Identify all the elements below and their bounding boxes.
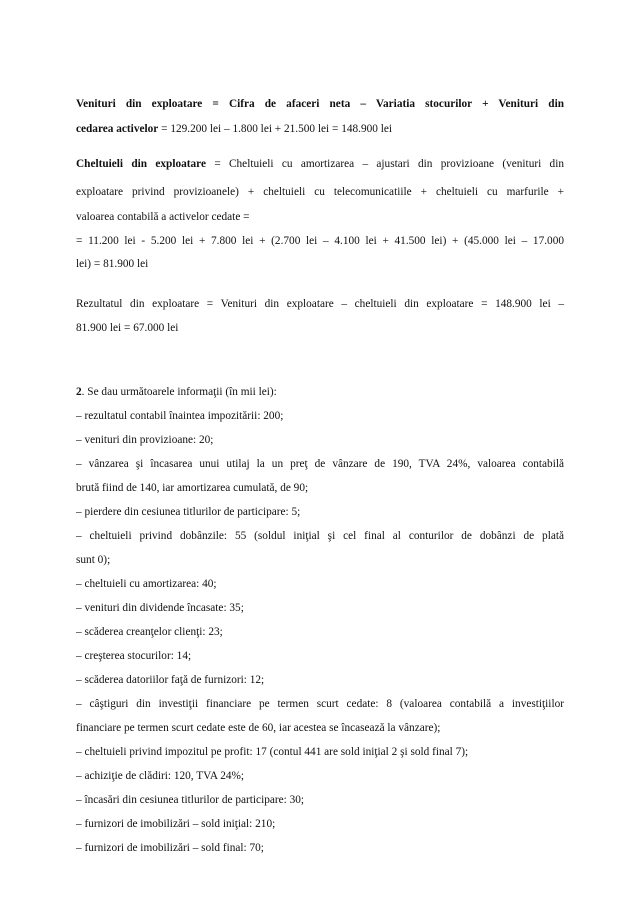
list-item: – venituri din provizioane: 20;	[76, 434, 214, 446]
expense-formula-label: Cheltuieli din exploatare	[76, 158, 207, 170]
exercise-number: 2	[76, 386, 82, 398]
revenue-formula-line2	[76, 117, 564, 141]
list-item: sunt 0);	[76, 554, 111, 566]
list-item: – cheltuieli cu amortizarea: 40;	[76, 578, 217, 590]
list-item: – cheltuieli privind impozitul pe profit: 17 (contul 441 are sold iniţial 2 şi sold final 7);	[76, 746, 469, 758]
exercise-intro-text: . Se dau următoarele informaţii (în mii lei):	[81, 386, 277, 398]
list-item: – vânzarea şi încasarea unui utilaj la un preţ de vânzare de 190, TVA 24%, valoarea contabilă	[76, 458, 564, 470]
exercise-2-intro	[76, 380, 564, 404]
list-item: – furnizori de imobilizări – sold final: 70;	[76, 842, 264, 854]
result-formula-line1: Rezultatul din exploatare = Venituri din exploatare – cheltuieli din exploatare = 148.900 lei –	[76, 298, 564, 310]
expense-formula-line3: valoarea contabilă a activelor cedate =	[76, 211, 250, 223]
list-item: – rezultatul contabil înaintea impozitării: 200;	[76, 410, 284, 422]
revenue-formula-calc: = 129.200 lei – 1.800 lei + 21.500 lei = 148.900 lei	[158, 123, 393, 135]
list-item: brută fiind de 140, iar amortizarea cumulată, de 90;	[76, 482, 309, 494]
list-item: – scăderea creanţelor clienţi: 23;	[76, 626, 223, 638]
revenue-formula-line1: Venituri din exploatare = Cifra de afaceri neta – Variatia stocurilor + Venituri din	[76, 98, 564, 110]
revenue-formula-bold-part: cedarea activelor	[76, 123, 159, 135]
list-item: – furnizori de imobilizări – sold iniţial: 210;	[76, 818, 276, 830]
list-item: – cheltuieli privind dobânzile: 55 (soldul iniţial şi cel final al conturilor de dobânzi de plată	[76, 530, 564, 542]
list-item: – pierdere din cesiunea titlurilor de participare: 5;	[76, 506, 301, 518]
expense-formula-line4: = 11.200 lei - 5.200 lei + 7.800 lei + (2.700 lei – 4.100 lei + 41.500 lei) + (45.000 lei – 17.000	[76, 235, 564, 247]
result-formula-line2: 81.900 lei = 67.000 lei	[76, 322, 179, 334]
list-item: – scăderea datoriilor faţă de furnizori: 12;	[76, 674, 265, 686]
expense-formula-line5: lei) = 81.900 lei	[76, 258, 149, 270]
list-item: – încasări din cesiunea titlurilor de participare: 30;	[76, 794, 305, 806]
list-item: – venituri din dividende încasate: 35;	[76, 602, 244, 614]
list-item: financiare pe termen scurt cedate este de 60, iar acestea se încasează la vânzare);	[76, 722, 441, 734]
list-item: – creşterea stocurilor: 14;	[76, 650, 192, 662]
expense-formula-line2: exploatare privind provizioanele) + cheltuieli cu telecomunicatiile + cheltuieli cu marfurile +	[76, 186, 564, 198]
expense-formula-line1	[76, 152, 564, 176]
list-item: – achiziţie de clădiri: 120, TVA 24%;	[76, 770, 245, 782]
expense-formula-line1-rest: = Cheltuieli cu amortizarea – ajustari din provizioane (venituri din	[206, 158, 564, 170]
list-item: – câştiguri din investiţii financiare pe termen scurt cedate: 8 (valoarea contabilă a investiţiilor	[76, 698, 564, 710]
